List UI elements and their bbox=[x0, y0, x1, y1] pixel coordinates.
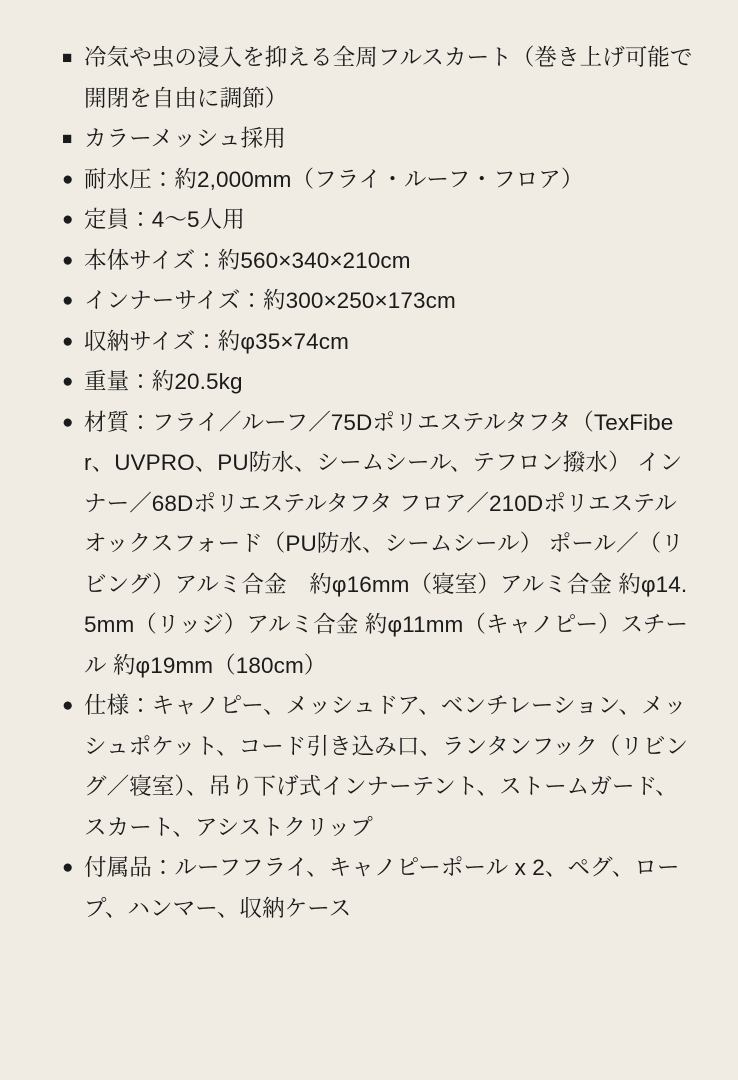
list-item-text: 重量：約20.5kg bbox=[84, 369, 243, 394]
list-item-text: 収納サイズ：約φ35×74cm bbox=[84, 328, 349, 354]
list-item-text: カラーメッシュ採用 bbox=[84, 126, 286, 151]
list-item bbox=[62, 119, 698, 160]
list-item-text: インナーサイズ：約300×250×173cm bbox=[84, 288, 456, 313]
circle-bullet-icon: ● bbox=[62, 290, 74, 311]
list-item bbox=[62, 200, 698, 241]
circle-bullet-icon: ● bbox=[62, 695, 74, 716]
list-item bbox=[62, 281, 698, 322]
circle-bullet-icon: ● bbox=[62, 857, 74, 878]
list-item-text: 本体サイズ：約560×340×210cm bbox=[84, 247, 411, 273]
list-item bbox=[62, 362, 698, 403]
list-item bbox=[62, 160, 698, 201]
circle-bullet-icon: ● bbox=[62, 249, 74, 271]
list-item bbox=[62, 322, 698, 363]
circle-bullet-icon: ● bbox=[62, 371, 74, 392]
square-bullet-icon: ■ bbox=[62, 129, 73, 148]
square-bullet-icon: ■ bbox=[62, 48, 73, 67]
list-item bbox=[62, 241, 698, 282]
list-item-text: 定員：4〜5人用 bbox=[84, 207, 245, 232]
circle-bullet-icon: ● bbox=[62, 330, 74, 352]
list-item-text: 耐水圧：約2,000mm（フライ・ルーフ・フロア） bbox=[84, 166, 584, 192]
specification-list bbox=[62, 38, 698, 929]
list-item bbox=[62, 403, 698, 687]
list-item-text: 仕様：キャノピー、メッシュドア、ベンチレーション、メッシュポケット、コード引き込み口、ランタンフック（リビング／寝室）、吊り下げ式インナーテント、ストームガード、スカート、アシストクリップ bbox=[84, 693, 689, 840]
circle-bullet-icon: ● bbox=[62, 168, 74, 190]
list-item bbox=[62, 686, 698, 848]
list-item bbox=[62, 38, 698, 119]
list-item bbox=[62, 848, 698, 929]
circle-bullet-icon: ● bbox=[62, 411, 74, 433]
list-item-text: 冷気や虫の浸入を抑える全周フルスカート（巻き上げ可能で開閉を自由に調節） bbox=[84, 45, 693, 111]
list-item-text: 材質：フライ／ルーフ／75Dポリエステルタフタ（TexFiber、UVPRO、PU防水、シームシール、テフロン撥水） インナー／68Dポリエステルタフタ フロア／210Dポリエステルオックスフォード（PU防水、シームシール） ポール／（リビング）アルミ合金 約φ16mm（寝室）アルミ合金 約φ14.5mm（リッジ）アルミ合金 約φ11mm（キャノピー）スチール 約φ19mm（180cm） bbox=[84, 409, 689, 678]
circle-bullet-icon: ● bbox=[62, 209, 74, 230]
list-item-text: 付属品：ルーフフライ、キャノピーポール x 2、ペグ、ロープ、ハンマー、収納ケース bbox=[84, 855, 680, 921]
